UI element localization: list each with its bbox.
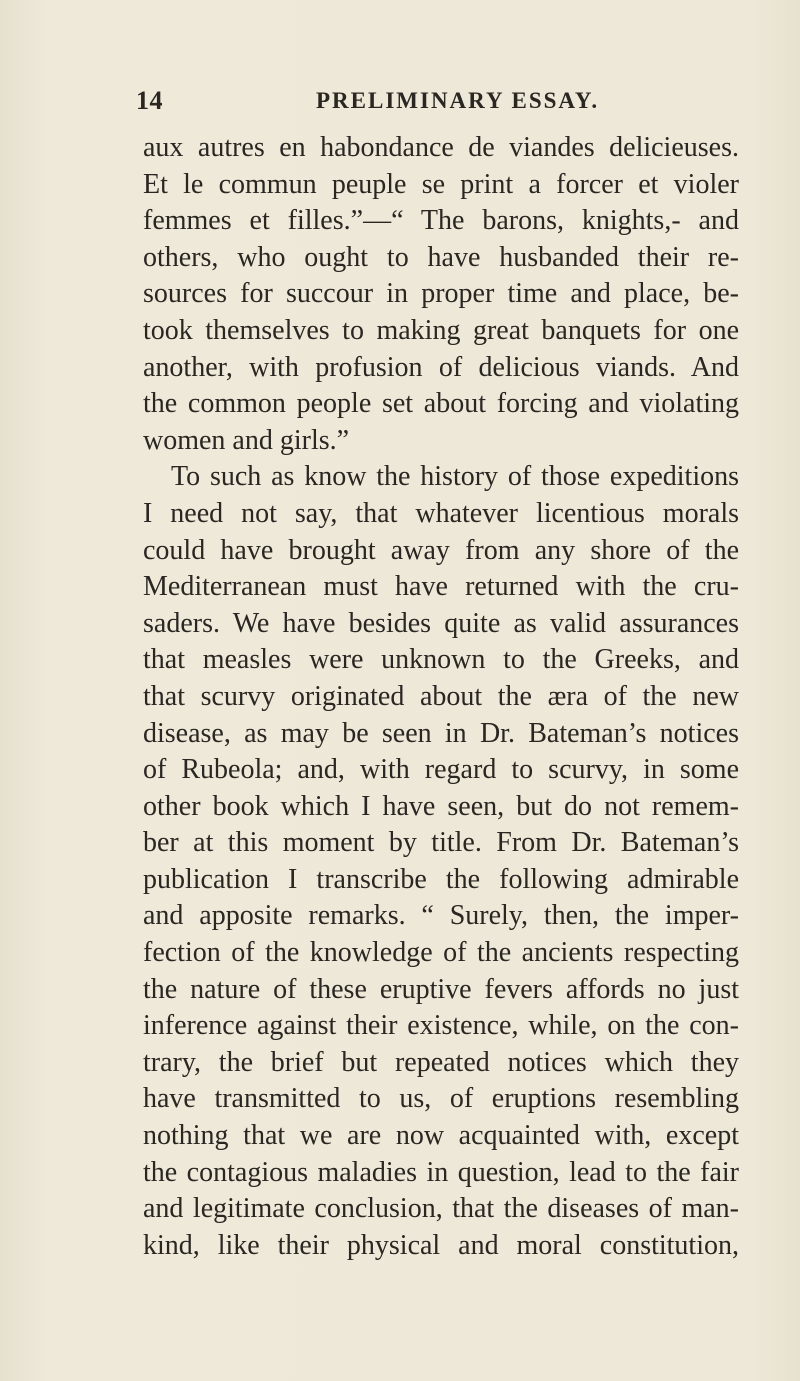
text-line: femmes et filles.”—“ The barons, knights,- and (143, 205, 739, 237)
text-line: I need not say, that whatever licentious morals (143, 497, 739, 529)
text-line: the common people set about forcing and violating (143, 388, 739, 420)
text-line: Et le commun peuple se print a forcer et violer (143, 168, 739, 200)
text-line: fection of the knowledge of the ancients respecting (143, 937, 739, 969)
page-number: 14 (136, 86, 163, 115)
text-line: have transmitted to us, of eruptions resembling (143, 1083, 739, 1115)
text-line: others, who ought to have husbanded their re- (143, 241, 739, 273)
text-line: aux autres en habondance de viandes delicieuses. (143, 132, 739, 163)
text-line: another, with profusion of delicious viands. And (143, 351, 739, 383)
text-line: that scurvy originated about the æra of the new (143, 680, 739, 712)
text-line: and legitimate conclusion, that the diseases of man- (143, 1193, 739, 1225)
text-line: kind, like their physical and moral constitution, (143, 1229, 739, 1261)
text-line: publication I transcribe the following admirable (143, 863, 739, 895)
text-line: inference against their existence, while, on the con- (143, 1010, 739, 1042)
text-line: that measles were unknown to the Greeks, and (143, 644, 739, 676)
text-line: the contagious maladies in question, lead to the fair (143, 1156, 739, 1188)
text-line: women and girls.” (143, 424, 350, 456)
text-line: saders. We have besides quite as valid assurances (143, 607, 739, 639)
text-line: sources for succour in proper time and place, be- (143, 278, 739, 310)
body-text (143, 130, 739, 1264)
text-line: could have brought away from any shore of the (143, 534, 739, 566)
text-line: other book which I have seen, but do not remem- (143, 790, 739, 822)
text-line: Mediterranean must have returned with the cru- (143, 571, 739, 603)
text-line: ber at this moment by title. From Dr. Bateman’s (143, 827, 739, 859)
text-line: nothing that we are now acquainted with, except (143, 1120, 739, 1152)
page-header (136, 86, 756, 120)
text-line: trary, the brief but repeated notices which they (143, 1046, 739, 1078)
text-line: To such as know the history of those expeditions (171, 461, 739, 493)
text-line: disease, as may be seen in Dr. Bateman’s notices (143, 717, 739, 749)
text-line: of Rubeola; and, with regard to scurvy, in some (143, 754, 739, 786)
text-line: took themselves to making great banquets for one (143, 314, 739, 346)
running-head: PRELIMINARY ESSAY. (316, 88, 600, 113)
text-line: the nature of these eruptive fevers affords no just (143, 973, 739, 1005)
text-line: and apposite remarks. “ Surely, then, the imper- (143, 900, 739, 932)
